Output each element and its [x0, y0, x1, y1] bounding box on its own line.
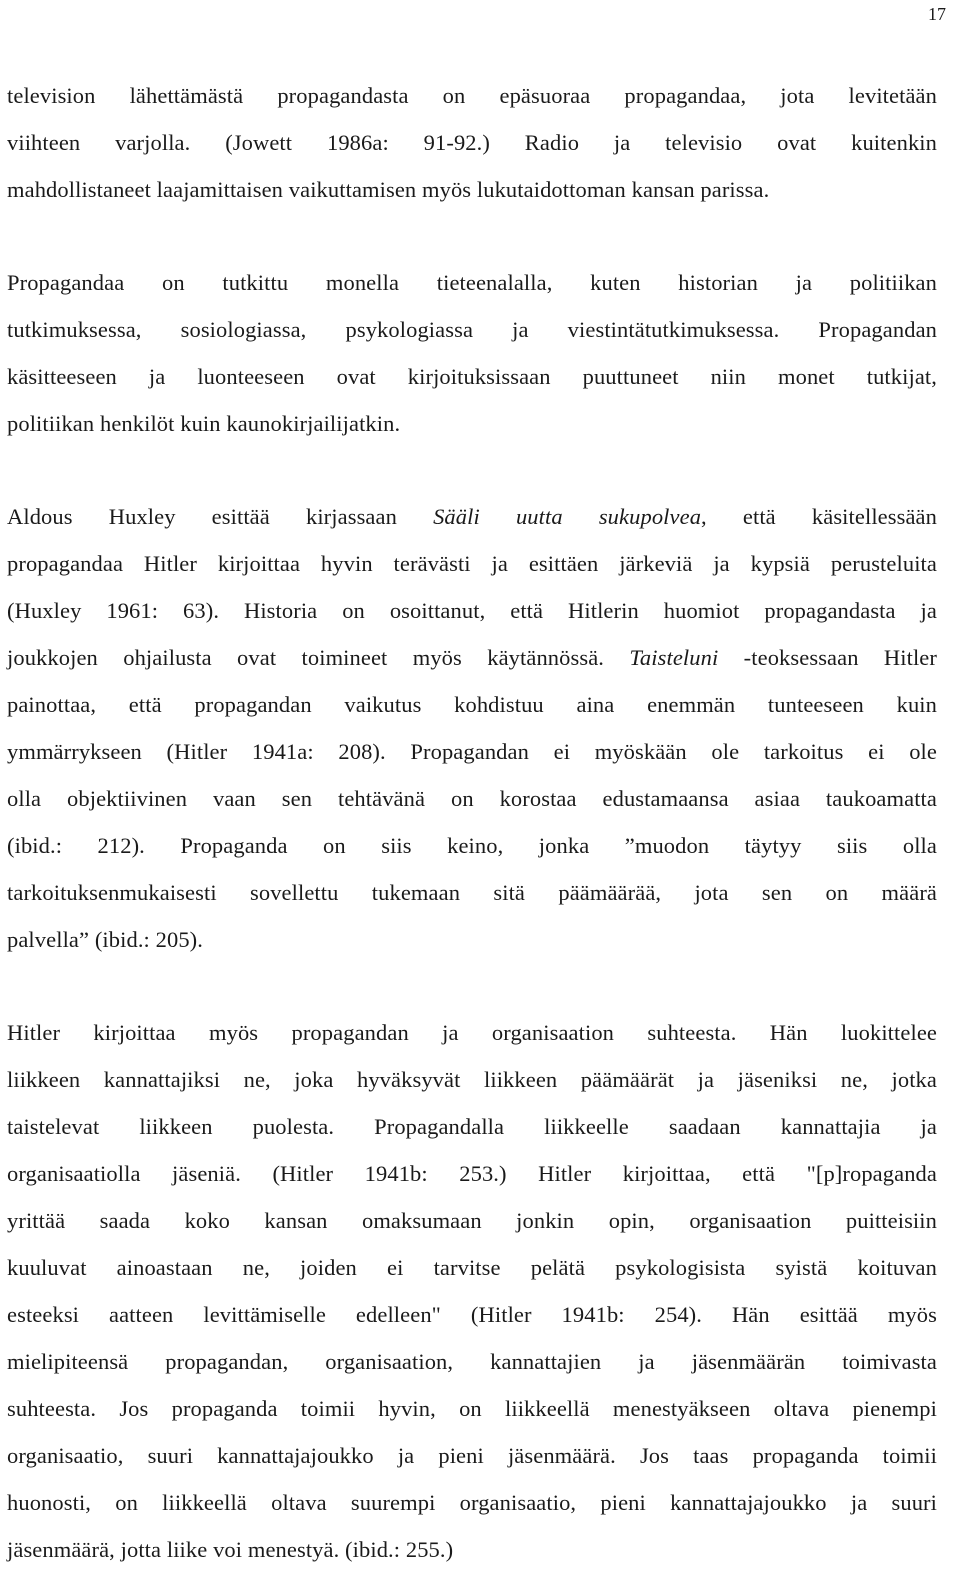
text-segment: Aldous Huxley esittää kirjassaan — [7, 504, 434, 529]
text-line: (Huxley 1961: 63). Historia on osoittanut, että Hitlerin huomiot propagandasta ja — [7, 598, 937, 623]
text-line: kuuluvat ainoastaan ne, joiden ei tarvitse pelätä psykologisista syistä koituvan — [7, 1255, 937, 1280]
text-segment: joukkojen ohjailusta ovat toimineet myös käytännössä. — [7, 645, 630, 670]
text-line: palvella” (ibid.: 205). — [7, 927, 203, 952]
text-line: tutkimuksessa, sosiologiassa, psykologiassa ja viestintätutkimuksessa. Propagandan — [7, 317, 937, 342]
text-line: olla objektiivinen vaan sen tehtävänä on korostaa edustamaansa asiaa taukoamatta — [7, 786, 937, 811]
text-line: jäsenmäärä, jotta liike voi menestyä. (ibid.: 255.) — [7, 1537, 454, 1562]
text-line: yrittää saada koko kansan omaksumaan jonkin opin, organisaation puitteisiin — [7, 1208, 937, 1233]
text-line: huonosti, on liikkeellä oltava suurempi organisaatio, pieni kannattajajoukko ja suuri — [7, 1490, 937, 1515]
text-line: politiikan henkilöt kuin kaunokirjailijatkin. — [7, 411, 401, 436]
page-number: 17 — [928, 4, 946, 24]
text-line: ymmärrykseen (Hitler 1941a: 208). Propagandan ei myöskään ole tarkoitus ei ole — [7, 739, 937, 764]
paragraph — [7, 72, 937, 213]
text-line: Hitler kirjoittaa myös propagandan ja organisaation suhteesta. Hän luokittelee — [7, 1020, 937, 1045]
text-line: esteeksi aatteen levittämiselle edelleen" (Hitler 1941b: 254). Hän esittää myös — [7, 1302, 937, 1327]
book-title: Taisteluni — [629, 645, 719, 670]
book-title: Sääli uutta sukupolvea — [433, 504, 702, 529]
text-line: tarkoituksenmukaisesti sovellettu tukemaan sitä päämäärää, jota sen on määrä — [7, 880, 937, 905]
text-line: suhteesta. Jos propaganda toimii hyvin, on liikkeellä menestyäkseen oltava pienempi — [7, 1396, 937, 1421]
text-line: liikkeen kannattajiksi ne, joka hyväksyvät liikkeen päämäärät ja jäseniksi ne, jotka — [7, 1067, 937, 1092]
paragraph — [7, 1009, 937, 1573]
text-line: käsitteeseen ja luonteeseen ovat kirjoituksissaan puuttuneet niin monet tutkijat, — [7, 364, 937, 389]
text-line: painottaa, että propagandan vaikutus kohdistuu aina enemmän tunteeseen kuin — [7, 692, 937, 717]
text-line — [7, 634, 937, 681]
document-body — [7, 72, 937, 1573]
text-line: mielipiteensä propagandan, organisaation, kannattajien ja jäsenmäärän toimivasta — [7, 1349, 937, 1374]
text-line: propagandaa Hitler kirjoittaa hyvin terävästi ja esittäen järkeviä ja kypsiä perusteluita — [7, 551, 937, 576]
text-line: taistelevat liikkeen puolesta. Propagandalla liikkeelle saadaan kannattajia ja — [7, 1114, 937, 1139]
text-line — [7, 493, 937, 540]
text-line: (ibid.: 212). Propaganda on siis keino, jonka ”muodon täytyy siis olla — [7, 833, 937, 858]
paragraph — [7, 259, 937, 447]
text-line: viihteen varjolla. (Jowett 1986a: 91-92.) Radio ja televisio ovat kuitenkin — [7, 130, 937, 155]
text-line: organisaatio, suuri kannattajajoukko ja pieni jäsenmäärä. Jos taas propaganda toimii — [7, 1443, 937, 1468]
text-segment: -teoksessaan Hitler — [718, 645, 937, 670]
paragraph — [7, 493, 937, 963]
text-line: organisaatiolla jäseniä. (Hitler 1941b: 253.) Hitler kirjoittaa, että "[p]ropaganda — [7, 1161, 937, 1186]
text-line: television lähettämästä propagandasta on epäsuoraa propagandaa, jota levitetään — [7, 83, 937, 108]
text-line: mahdollistaneet laajamittaisen vaikuttamisen myös lukutaidottoman kansan parissa. — [7, 177, 770, 202]
text-segment: , että käsitellessään — [701, 504, 937, 529]
text-line: Propagandaa on tutkittu monella tieteenalalla, kuten historian ja politiikan — [7, 270, 937, 295]
